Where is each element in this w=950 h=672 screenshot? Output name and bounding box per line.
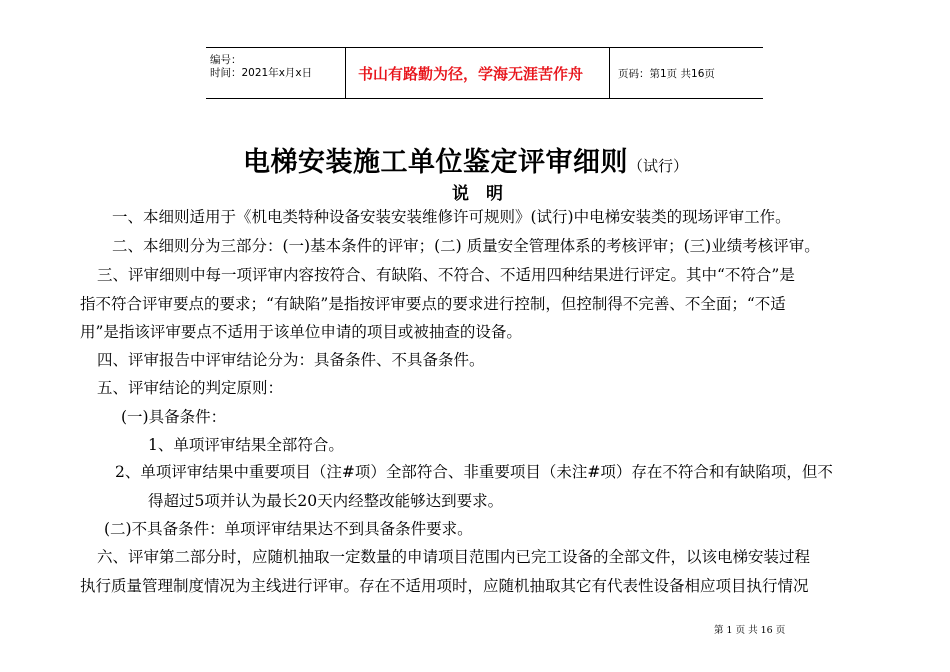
paragraph-line: (二)不具备条件：单项评审结果达不到具备条件要求。	[104, 520, 473, 538]
section-heading: 说 明	[452, 184, 503, 204]
header-motto-cell	[346, 48, 610, 98]
paragraph-line: 用”是指该评审要点不适用于该单位申请的项目或被抽查的设备。	[80, 323, 522, 341]
page-info: 页码：第1页 共16页	[618, 68, 715, 80]
paragraph-line: 2、单项评审结果中重要项目（注#项）全部符合、非重要项目（未注#项）存在不符合和有缺陷项，但不	[115, 463, 833, 481]
paragraph-line: 六、评审第二部分时，应随机抽取一定数量的申请项目范围内已完工设备的全部文件，以该电梯安装过程	[97, 548, 811, 566]
paragraph-line: 五、评审结论的判定原则：	[97, 379, 284, 397]
document-title	[243, 140, 688, 179]
paragraph-line: 四、评审报告中评审结论分为：具备条件、不具备条件。	[97, 351, 485, 369]
paragraph-line: 一、本细则适用于《机电类特种设备安装安装维修许可规则》(试行)中电梯安装类的现场评审工作。	[112, 208, 791, 226]
page-header	[206, 47, 763, 99]
paragraph-line: (一)具备条件：	[121, 408, 227, 426]
paragraph-line: 指不符合评审要点的要求；“有缺陷”是指按评审要点的要求进行控制，但控制得不完善、不全面；“不适	[80, 295, 786, 313]
title-main: 电梯安装施工单位鉴定评审细则	[243, 147, 628, 178]
number-label: 编号：	[210, 54, 242, 66]
header-page-cell	[610, 48, 763, 98]
paragraph-line: 得超过5项并认为最长20天内经整改能够达到要求。	[148, 492, 504, 510]
title-note: （试行）	[628, 157, 689, 175]
paragraph-line: 1、单项评审结果全部符合。	[148, 436, 344, 454]
page-footer: 第 1 页 共 16 页	[714, 625, 786, 636]
paragraph-line: 三、评审细则中每一项评审内容按符合、有缺陷、不符合、不适用四种结果进行评定。其中“不符合”是	[97, 266, 795, 284]
motto-text: 书山有路勤为径，学海无涯苦作舟	[358, 65, 584, 83]
paragraph-line: 执行质量管理制度情况为主线进行评审。存在不适用项时，应随机抽取其它有代表性设备相应项目执行情况	[80, 577, 809, 595]
paragraph-line: 二、本细则分为三部分：(一)基本条件的评审；(二) 质量安全管理体系的考核评审；(三)业绩考核评审。	[112, 237, 820, 255]
header-meta-cell	[206, 48, 346, 98]
time-label: 时间：2021年x月x日	[210, 67, 313, 79]
